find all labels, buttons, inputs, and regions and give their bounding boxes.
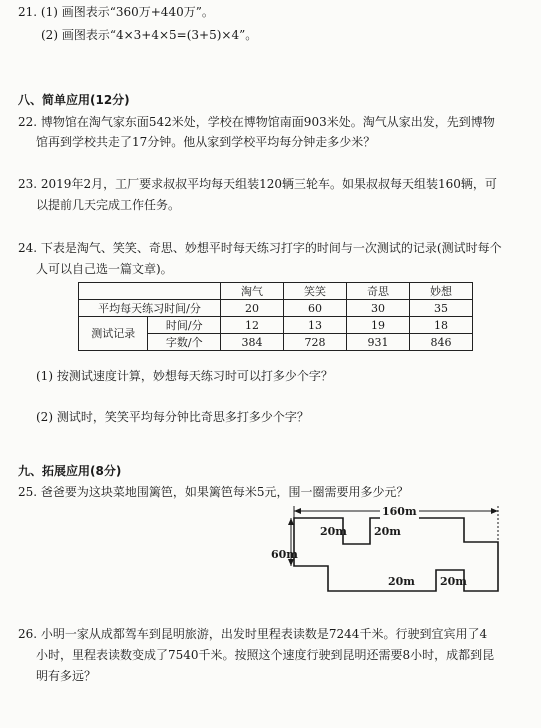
q26-line2: 小时，里程表读数变成了7540千米。按照这个速度行驶到昆明还需要8小时，成都到昆 (36, 648, 495, 662)
table-cell: 20 (221, 300, 284, 317)
q25-line1: 25. 爸爸要为这块菜地围篱笆，如果篱笆每米5元，围一圈需要用多少元？ (18, 485, 409, 499)
table-cell: 13 (284, 317, 347, 334)
row-group-label: 测试记录 (79, 317, 148, 351)
table-cell: 384 (221, 334, 284, 351)
table-cell: 728 (284, 334, 347, 351)
label-left-height: 60m (271, 548, 298, 561)
section-8-title: 八、简单应用(12分) (18, 93, 130, 107)
label-notch-top-left: 20m (320, 525, 347, 538)
table-header-cell: 奇思 (347, 283, 410, 300)
table-header-cell: 妙想 (410, 283, 473, 300)
table-header-cell: 淘气 (221, 283, 284, 300)
q23-line2: 以提前几天完成工作任务。 (36, 198, 181, 212)
table-cell: 12 (221, 317, 284, 334)
q26-line1: 26. 小明一家从成都驾车到昆明旅游，出发时里程表读数是7244千米。行驶到宜宾用了4 (18, 627, 488, 641)
row-label-words: 字数/个 (148, 334, 221, 351)
label-top-length: 160m (382, 505, 417, 518)
q24-line2: 人可以自己选一篇文章)。 (36, 262, 173, 276)
q21-line1: 21. (1) 画图表示“360万+440万”。 (18, 5, 214, 19)
table-cell: 60 (284, 300, 347, 317)
q21-line2: (2) 画图表示“4×3+4×5=(3+5)×4”。 (41, 28, 258, 42)
table-cell: 35 (410, 300, 473, 317)
row-label-time: 时间/分 (148, 317, 221, 334)
table-header-cell: 笑笑 (284, 283, 347, 300)
label-notch-top-right: 20m (374, 525, 401, 538)
q26-line3: 明有多远？ (36, 669, 97, 683)
table-cell: 19 (347, 317, 410, 334)
table-cell: 18 (410, 317, 473, 334)
q22-line1: 22. 博物馆在淘气家东面542米处，学校在博物馆南面903米处。淘气从家出发，先到博物 (18, 115, 495, 129)
q24-sub1: (1) 按测试速度计算，妙想每天练习时可以打多少个字？ (36, 369, 333, 383)
row-label-daily: 平均每天练习时间/分 (79, 300, 221, 317)
q22-line2: 馆再到学校共走了17分钟。他从家到学校平均每分钟走多少米？ (36, 135, 376, 149)
label-notch-bottom-right: 20m (440, 575, 467, 588)
table-cell: 931 (347, 334, 410, 351)
q24-line1: 24. 下表是淘气、笑笑、奇思、妙想平时每天练习打字的时间与一次测试的记录(测试时每个 (18, 241, 502, 255)
q24-sub2: (2) 测试时，笑笑平均每分钟比奇思多打多少个字？ (36, 410, 309, 424)
table-cell: 30 (347, 300, 410, 317)
label-notch-bottom-left: 20m (388, 575, 415, 588)
q23-line1: 23. 2019年2月，工厂要求叔叔平均每天组装120辆三轮车。如果叔叔每天组装160辆，可 (18, 177, 497, 191)
section-9-title: 九、拓展应用(8分) (18, 464, 122, 478)
table-cell: 846 (410, 334, 473, 351)
